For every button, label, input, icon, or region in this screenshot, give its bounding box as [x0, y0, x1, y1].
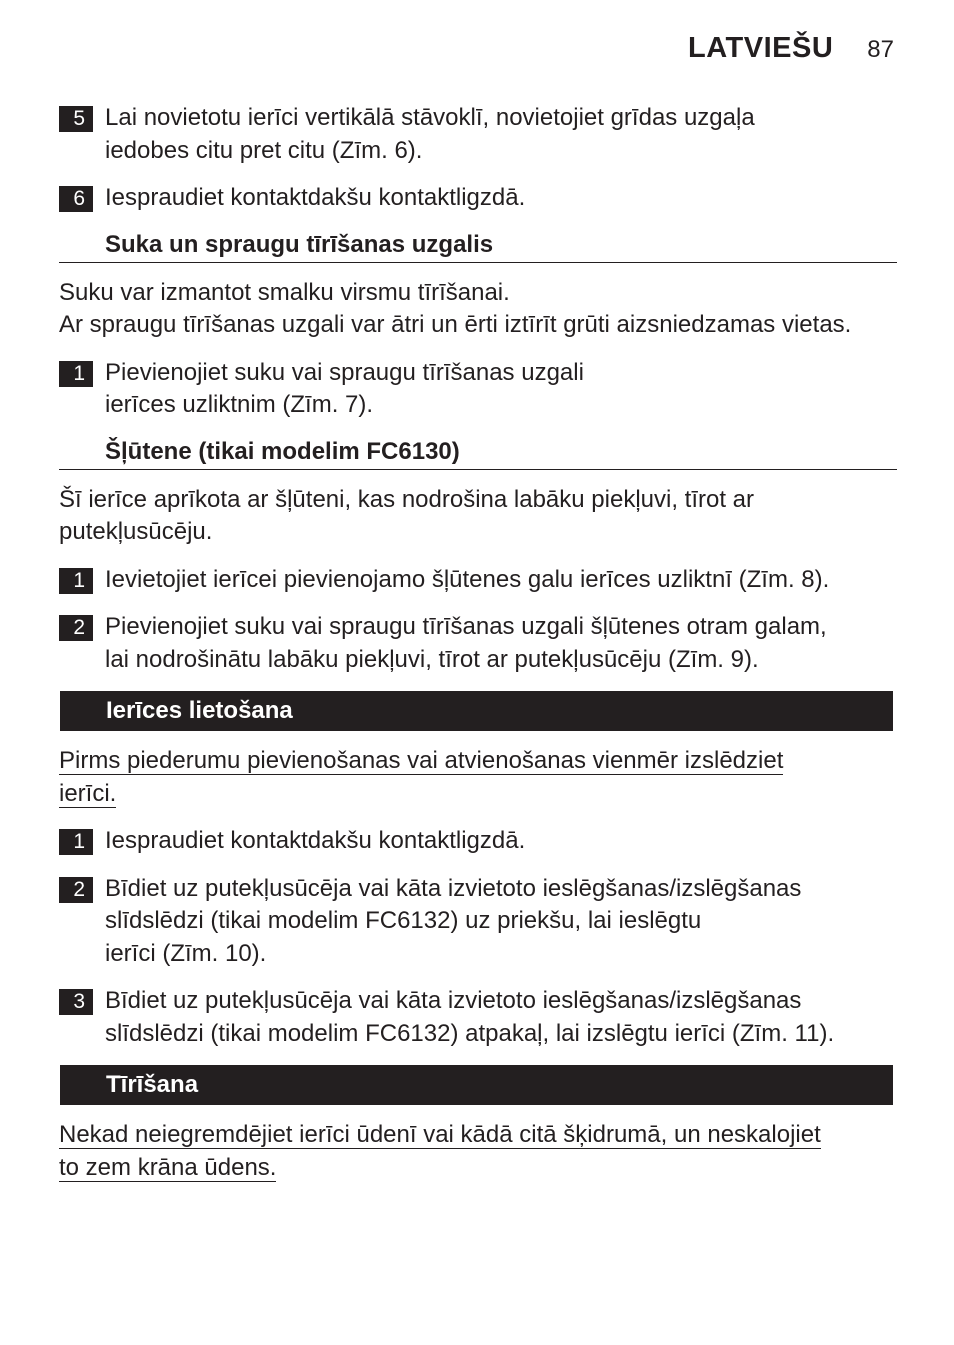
- step-text-line: Iespraudiet kontaktdakšu kontaktligzdā.: [105, 827, 526, 854]
- step-number-badge: 6: [59, 186, 93, 212]
- note-line: ierīci.: [59, 779, 117, 807]
- step-text-line: lai nodrošinātu labāku piekļuvi, tīrot ar putekļusūcēju (Zīm. 9).: [105, 645, 759, 673]
- language-label: LATVIEŠU: [688, 32, 834, 64]
- step-text: [105, 564, 829, 597]
- step-text-line: Bīdiet uz putekļusūcēja vai kāta izvietoto ieslēgšanas/izslēgšanas: [105, 987, 802, 1014]
- note-line: Nekad neiegremdējiet ierīci ūdenī vai kādā citā šķidrumā, un neskalojiet: [59, 1121, 821, 1148]
- step-number-badge: 5: [59, 106, 93, 132]
- subheading-hose: Šļūtene (tikai modelim FC6130): [59, 437, 897, 470]
- step-text-line: Iespraudiet kontaktdakšu kontaktligzdā.: [105, 184, 526, 211]
- step-number-badge: 2: [59, 615, 93, 641]
- page-content: [59, 102, 897, 1199]
- step-text: [105, 357, 584, 422]
- step-1-usage: [59, 825, 897, 858]
- step-5: [59, 102, 897, 167]
- step-3-usage: [59, 985, 897, 1050]
- step-1-hose: [59, 564, 897, 597]
- step-text-line: slīdslēdzi (tikai modelim FC6132) uz priekšu, lai ieslēgtu: [105, 907, 702, 934]
- step-text-line: iedobes citu pret citu (Zīm. 6).: [105, 136, 423, 164]
- step-text-line: Pievienojiet suku vai spraugu tīrīšanas uzgali: [105, 358, 584, 386]
- step-text-line: Lai novietotu ierīci vertikālā stāvoklī, novietojiet grīdas uzgaļa: [105, 104, 755, 131]
- note-line: to zem krāna ūdens.: [59, 1153, 277, 1181]
- step-number-badge: 1: [59, 829, 93, 855]
- paragraph-hose-intro: [59, 484, 897, 549]
- step-number-badge: 3: [59, 989, 93, 1015]
- section-bar-usage: Ierīces lietošana: [60, 691, 893, 731]
- paragraph-line: Suku var izmantot smalku virsmu tīrīšanai.: [59, 278, 510, 306]
- subheading-brush-crevice: Suka un spraugu tīrīšanas uzgalis: [59, 230, 897, 263]
- step-6: [59, 182, 897, 215]
- paragraph-brush-intro: [59, 277, 897, 342]
- step-text: [105, 611, 827, 676]
- step-text: [105, 102, 755, 167]
- note-line: Pirms piederumu pievienošanas vai atvienošanas vienmēr izslēdziet: [59, 747, 784, 774]
- page-header: [688, 32, 894, 65]
- step-text-line: ierīci (Zīm. 10).: [105, 939, 267, 967]
- step-text: [105, 182, 525, 215]
- step-text: [105, 985, 834, 1050]
- step-number-badge: 1: [59, 361, 93, 387]
- paragraph-line: Šī ierīce aprīkota ar šļūteni, kas nodrošina labāku piekļuvi, tīrot ar: [59, 485, 755, 513]
- step-text-line: Bīdiet uz putekļusūcēja vai kāta izvietoto ieslēgšanas/izslēgšanas: [105, 874, 802, 902]
- step-2-hose: [59, 611, 897, 676]
- step-2-usage: [59, 873, 897, 971]
- step-text-line: ierīces uzliktnim (Zīm. 7).: [105, 391, 374, 418]
- section-bar-cleaning: Tīrīšana: [60, 1065, 893, 1105]
- paragraph-line: Ar spraugu tīrīšanas uzgali var ātri un ērti iztīrīt grūti aizsniedzamas vietas.: [59, 311, 852, 338]
- warning-note-usage: [59, 745, 897, 810]
- step-number-badge: 1: [59, 568, 93, 594]
- step-text: [105, 873, 801, 971]
- warning-note-cleaning: [59, 1119, 897, 1184]
- step-text-line: Ievietojiet ierīcei pievienojamo šļūtenes galu ierīces uzliktnī (Zīm. 8).: [105, 565, 830, 593]
- step-1-brush: [59, 357, 897, 422]
- step-text: [105, 825, 525, 858]
- step-number-badge: 2: [59, 877, 93, 903]
- page-number: 87: [867, 36, 894, 63]
- paragraph-line: putekļusūcēju.: [59, 518, 213, 545]
- step-text-line: slīdslēdzi (tikai modelim FC6132) atpakaļ, lai izslēgtu ierīci (Zīm. 11).: [105, 1019, 835, 1047]
- step-text-line: Pievienojiet suku vai spraugu tīrīšanas uzgali šļūtenes otram galam,: [105, 613, 827, 640]
